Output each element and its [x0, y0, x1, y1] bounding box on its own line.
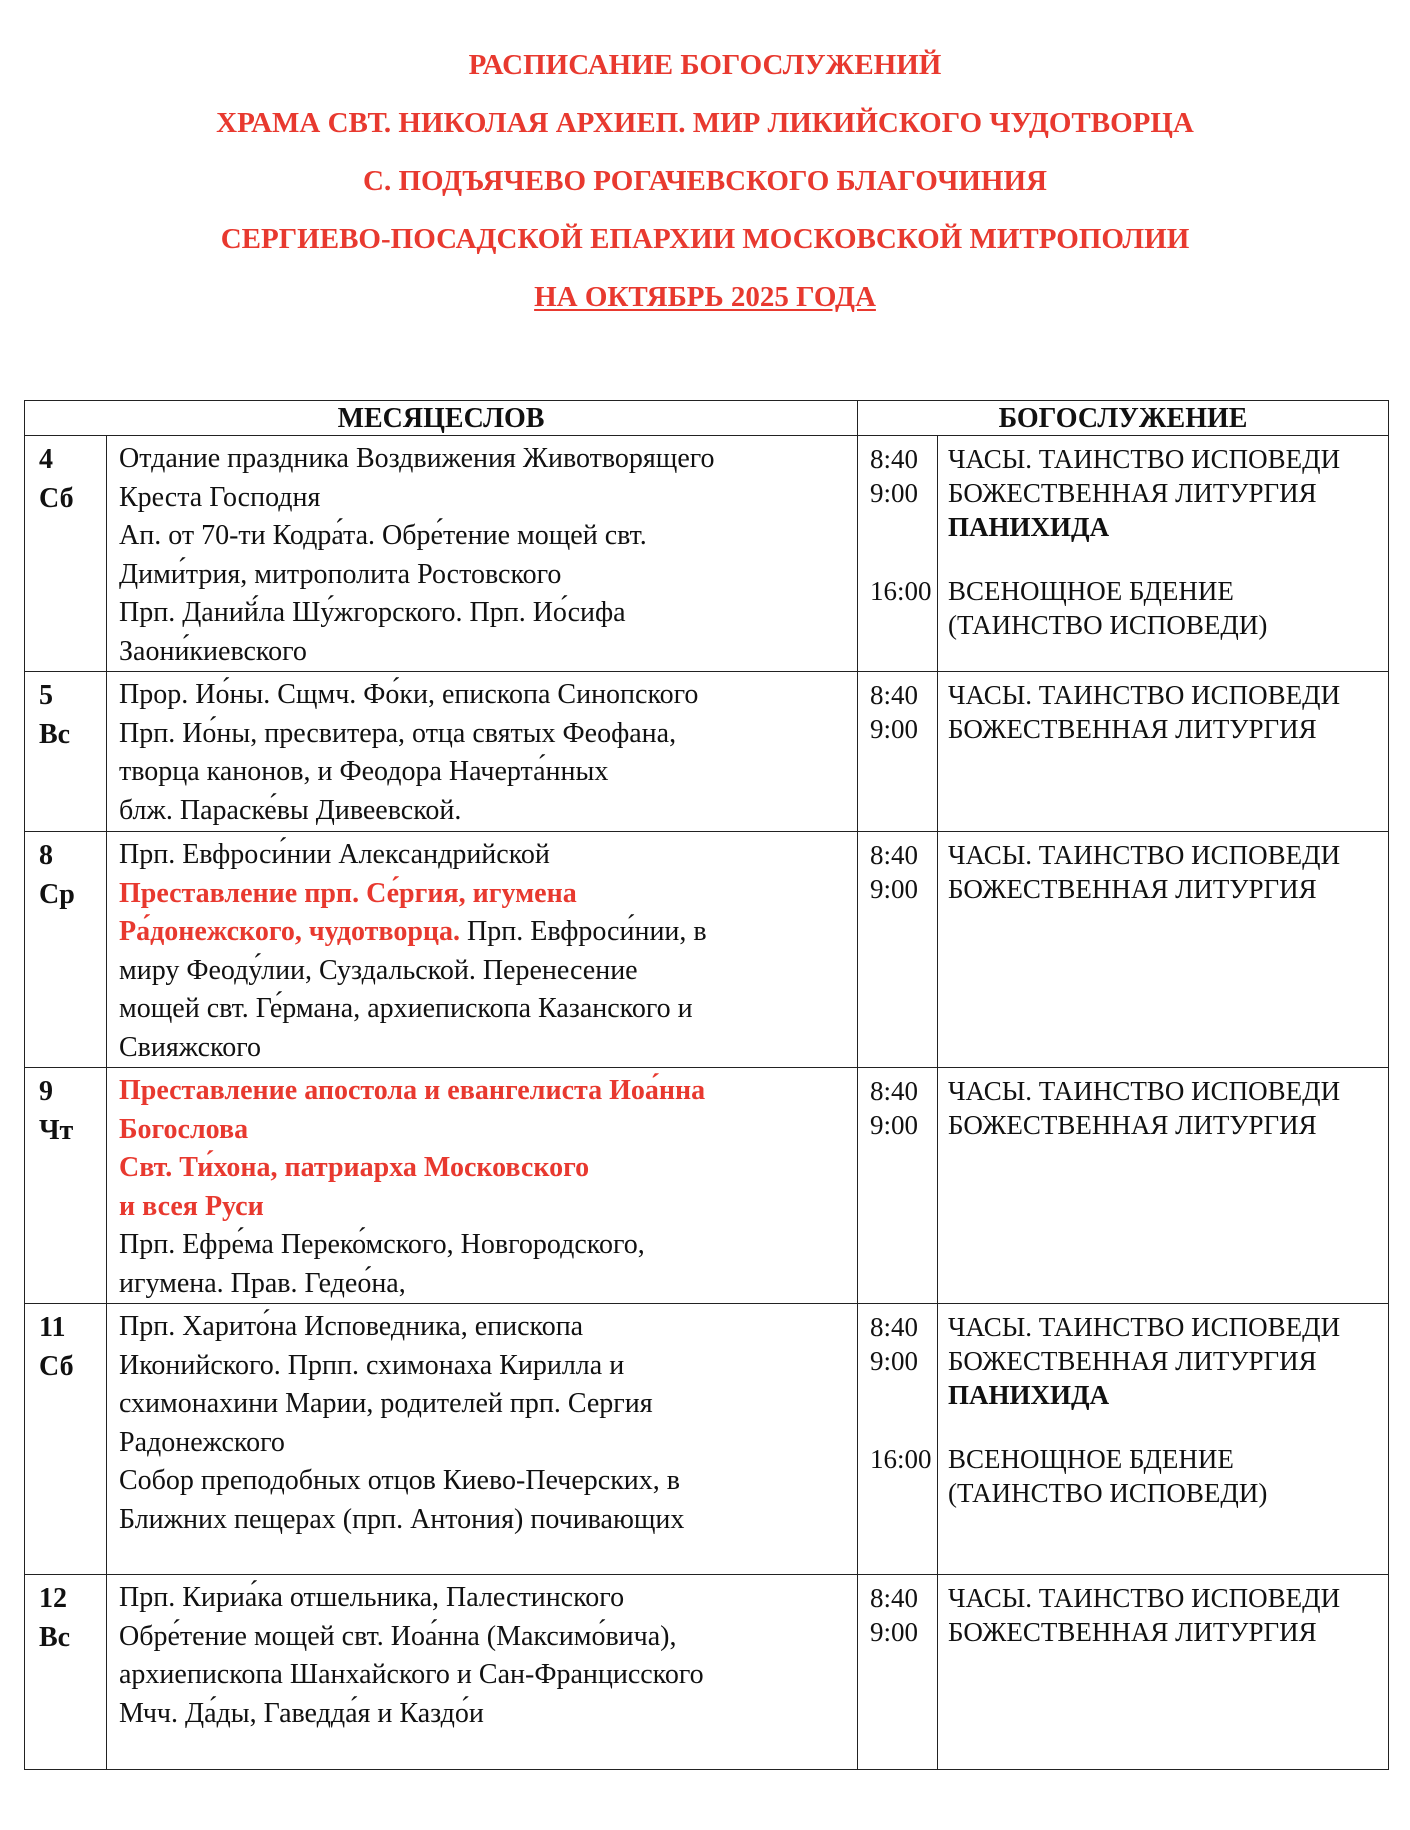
calendar-line: блж. Параске́вы Дивеевской. — [119, 794, 462, 826]
service-time: 8:40 — [870, 1583, 919, 1613]
service-time: 9:00 — [870, 874, 919, 904]
service-name: ЧАСЫ. ТАИНСТВО ИСПОВЕДИ — [948, 444, 1341, 474]
feast-line: и всея Руси — [119, 1190, 264, 1222]
time-cell — [858, 1068, 938, 1304]
calendar-line: Обре́тение мощей свт. Иоа́нна (Максимо́вича), — [119, 1620, 677, 1652]
feast-line: Богослова — [119, 1113, 249, 1145]
service-name: ВСЕНОЩНОЕ БДЕНИЕ — [948, 576, 1234, 606]
service-name: ЧАСЫ. ТАИНСТВО ИСПОВЕДИ — [948, 1312, 1341, 1342]
time-cell — [858, 832, 938, 1068]
weekday: Ср — [39, 879, 75, 910]
date-cell — [25, 672, 107, 832]
calendar-line: Заони́киевского — [119, 635, 307, 667]
table-row — [25, 672, 1389, 832]
date-cell — [25, 436, 107, 672]
service-time: 9:00 — [870, 1110, 919, 1140]
service-time: 9:00 — [870, 1346, 919, 1376]
calendar-cell — [107, 672, 858, 832]
calendar-line: Ап. от 70-ти Кодра́та. Обре́тение мощей свт. — [119, 520, 647, 551]
feast-line: Преставление апостола и евангелиста Иоа́нна — [119, 1075, 706, 1106]
service-time: 9:00 — [870, 1617, 919, 1647]
table-row — [25, 1304, 1389, 1575]
calendar-line: Иконийского. Прпп. схимонаха Кирилла и — [119, 1349, 625, 1381]
day-number: 4 — [39, 444, 53, 475]
header-title: РАСПИСАНИЕ БОГОСЛУЖЕНИЙ — [468, 49, 942, 81]
calendar-line: Мчч. Да́ды, Гаведда́я и Каздо́и — [119, 1697, 484, 1729]
calendar-line: Дими́трия, митрополита Ростовского — [119, 558, 562, 590]
calendar-line: игумена. Прав. Гедео́на, — [119, 1267, 406, 1299]
service-cell — [938, 1068, 1389, 1304]
service-name: БОЖЕСТВЕННАЯ ЛИТУРГИЯ — [948, 714, 1317, 744]
header-village: С. ПОДЪЯЧЕВО РОГАЧЕВСКОГО БЛАГОЧИНИЯ — [363, 165, 1047, 197]
service-name: БОЖЕСТВЕННАЯ ЛИТУРГИЯ — [948, 1346, 1317, 1376]
service-name: ЧАСЫ. ТАИНСТВО ИСПОВЕДИ — [948, 1583, 1341, 1613]
calendar-line-mixed — [119, 913, 847, 952]
service-cell — [938, 832, 1389, 1068]
service-cell — [938, 1575, 1389, 1770]
header-month: НА ОКТЯБРЬ 2025 ГОДА — [534, 281, 876, 313]
calendar-line: Прп. Евфроси́нии Александрийской — [119, 839, 550, 870]
service-name: (ТАИНСТВО ИСПОВЕДИ) — [948, 1478, 1268, 1508]
service-name: БОЖЕСТВЕННАЯ ЛИТУРГИЯ — [948, 874, 1317, 904]
calendar-line: Собор преподобных отцов Киево-Печерских, в — [119, 1465, 681, 1496]
date-cell — [25, 1575, 107, 1770]
header-diocese: СЕРГИЕВО-ПОСАДСКОЙ ЕПАРХИИ МОСКОВСКОЙ МИТРОПОЛИИ — [220, 223, 1190, 255]
weekday: Сб — [39, 483, 74, 514]
service-name: ПАНИХИДА — [948, 1380, 1110, 1410]
service-name: (ТАИНСТВО ИСПОВЕДИ) — [948, 610, 1268, 640]
calendar-cell — [107, 832, 858, 1068]
service-time: 16:00 — [870, 576, 932, 606]
weekday: Вс — [39, 1622, 71, 1653]
service-cell — [938, 1304, 1389, 1575]
time-cell — [858, 436, 938, 672]
calendar-line: Свияжского — [119, 1031, 261, 1063]
feast-line: Свт. Ти́хона, патриарха Московского — [119, 1152, 590, 1183]
calendar-text: Прп. Евфроси́нии, в — [460, 916, 707, 947]
service-time: 8:40 — [870, 1076, 919, 1106]
table-row — [25, 832, 1389, 1068]
date-cell — [25, 1304, 107, 1575]
service-cell — [938, 672, 1389, 832]
date-cell — [25, 1068, 107, 1304]
day-number: 12 — [39, 1583, 67, 1614]
time-cell — [858, 1575, 938, 1770]
calendar-line: Отдание праздника Воздвижения Животворящего — [119, 443, 715, 474]
schedule-table — [24, 400, 1389, 1770]
time-cell — [858, 1304, 938, 1575]
service-name: БОЖЕСТВЕННАЯ ЛИТУРГИЯ — [948, 1110, 1317, 1140]
feast-line: Преставление прп. Се́ргия, игумена — [119, 877, 577, 909]
header-church: ХРАМА СВТ. НИКОЛАЯ АРХИЕП. МИР ЛИКИЙСКОГО ЧУДОТВОРЦА — [216, 107, 1194, 139]
service-name: ЧАСЫ. ТАИНСТВО ИСПОВЕДИ — [948, 680, 1341, 710]
service-name: БОЖЕСТВЕННАЯ ЛИТУРГИЯ — [948, 1617, 1317, 1647]
column-header-service: БОГОСЛУЖЕНИЕ — [858, 401, 1389, 436]
day-number: 5 — [39, 680, 53, 711]
calendar-line: творца канонов, и Феодора Начерта́нных — [119, 756, 609, 787]
service-name: ЧАСЫ. ТАИНСТВО ИСПОВЕДИ — [948, 1076, 1341, 1106]
table-row — [25, 436, 1389, 672]
calendar-line: Прп. Харито́на Исповедника, епископа — [119, 1311, 584, 1342]
service-name: ПАНИХИДА — [948, 512, 1110, 542]
day-number: 9 — [39, 1076, 53, 1107]
service-name: ВСЕНОЩНОЕ БДЕНИЕ — [948, 1444, 1234, 1474]
calendar-cell — [107, 1304, 858, 1575]
table-row — [25, 1575, 1389, 1770]
service-cell — [938, 436, 1389, 672]
calendar-cell — [107, 1575, 858, 1770]
date-cell — [25, 832, 107, 1068]
document-header — [0, 48, 1410, 338]
calendar-line: Креста Господня — [119, 481, 321, 513]
table-row — [25, 1068, 1389, 1304]
service-name: ЧАСЫ. ТАИНСТВО ИСПОВЕДИ — [948, 840, 1341, 870]
service-time: 8:40 — [870, 840, 919, 870]
day-number: 11 — [39, 1312, 66, 1343]
calendar-line: схимонахини Марии, родителей прп. Сергия — [119, 1388, 653, 1419]
calendar-line: Ближних пещерах (прп. Антония) почивающих — [119, 1503, 685, 1535]
service-time: 8:40 — [870, 1312, 919, 1342]
calendar-line: Прп. Даний́ла Шу́жгорского. Прп. Ио́сифа — [119, 597, 626, 628]
feast-text: Ра́донежского, чудотворца. — [119, 916, 461, 947]
calendar-line: Прор. Ио́ны. Сщмч. Фо́ки, епископа Синопского — [119, 679, 699, 710]
service-time: 8:40 — [870, 680, 919, 710]
calendar-line: Прп. Кириа́ка отшельника, Палестинского — [119, 1582, 625, 1613]
service-name: БОЖЕСТВЕННАЯ ЛИТУРГИЯ — [948, 478, 1317, 508]
service-time: 16:00 — [870, 1444, 932, 1474]
time-cell — [858, 672, 938, 832]
calendar-line: архиепископа Шанхайского и Сан-Францисского — [119, 1659, 704, 1690]
service-time: 9:00 — [870, 478, 919, 508]
service-time: 9:00 — [870, 714, 919, 744]
calendar-line: Прп. Ио́ны, пресвитера, отца святых Феофана, — [119, 717, 677, 749]
calendar-line: мощей свт. Ге́рмана, архиепископа Казанского и — [119, 993, 693, 1024]
calendar-line: Радонежского — [119, 1426, 285, 1458]
weekday: Сб — [39, 1351, 74, 1382]
weekday: Чт — [39, 1115, 74, 1146]
day-number: 8 — [39, 840, 53, 871]
service-time: 8:40 — [870, 444, 919, 474]
weekday: Вс — [39, 719, 71, 750]
calendar-cell — [107, 436, 858, 672]
table-header-row — [25, 401, 1389, 436]
column-header-calendar: МЕСЯЦЕСЛОВ — [25, 401, 858, 436]
calendar-line: Прп. Ефре́ма Переко́мского, Новгородского, — [119, 1229, 645, 1260]
calendar-line: миру Феоду́лии, Суздальской. Перенесение — [119, 954, 638, 986]
calendar-cell — [107, 1068, 858, 1304]
